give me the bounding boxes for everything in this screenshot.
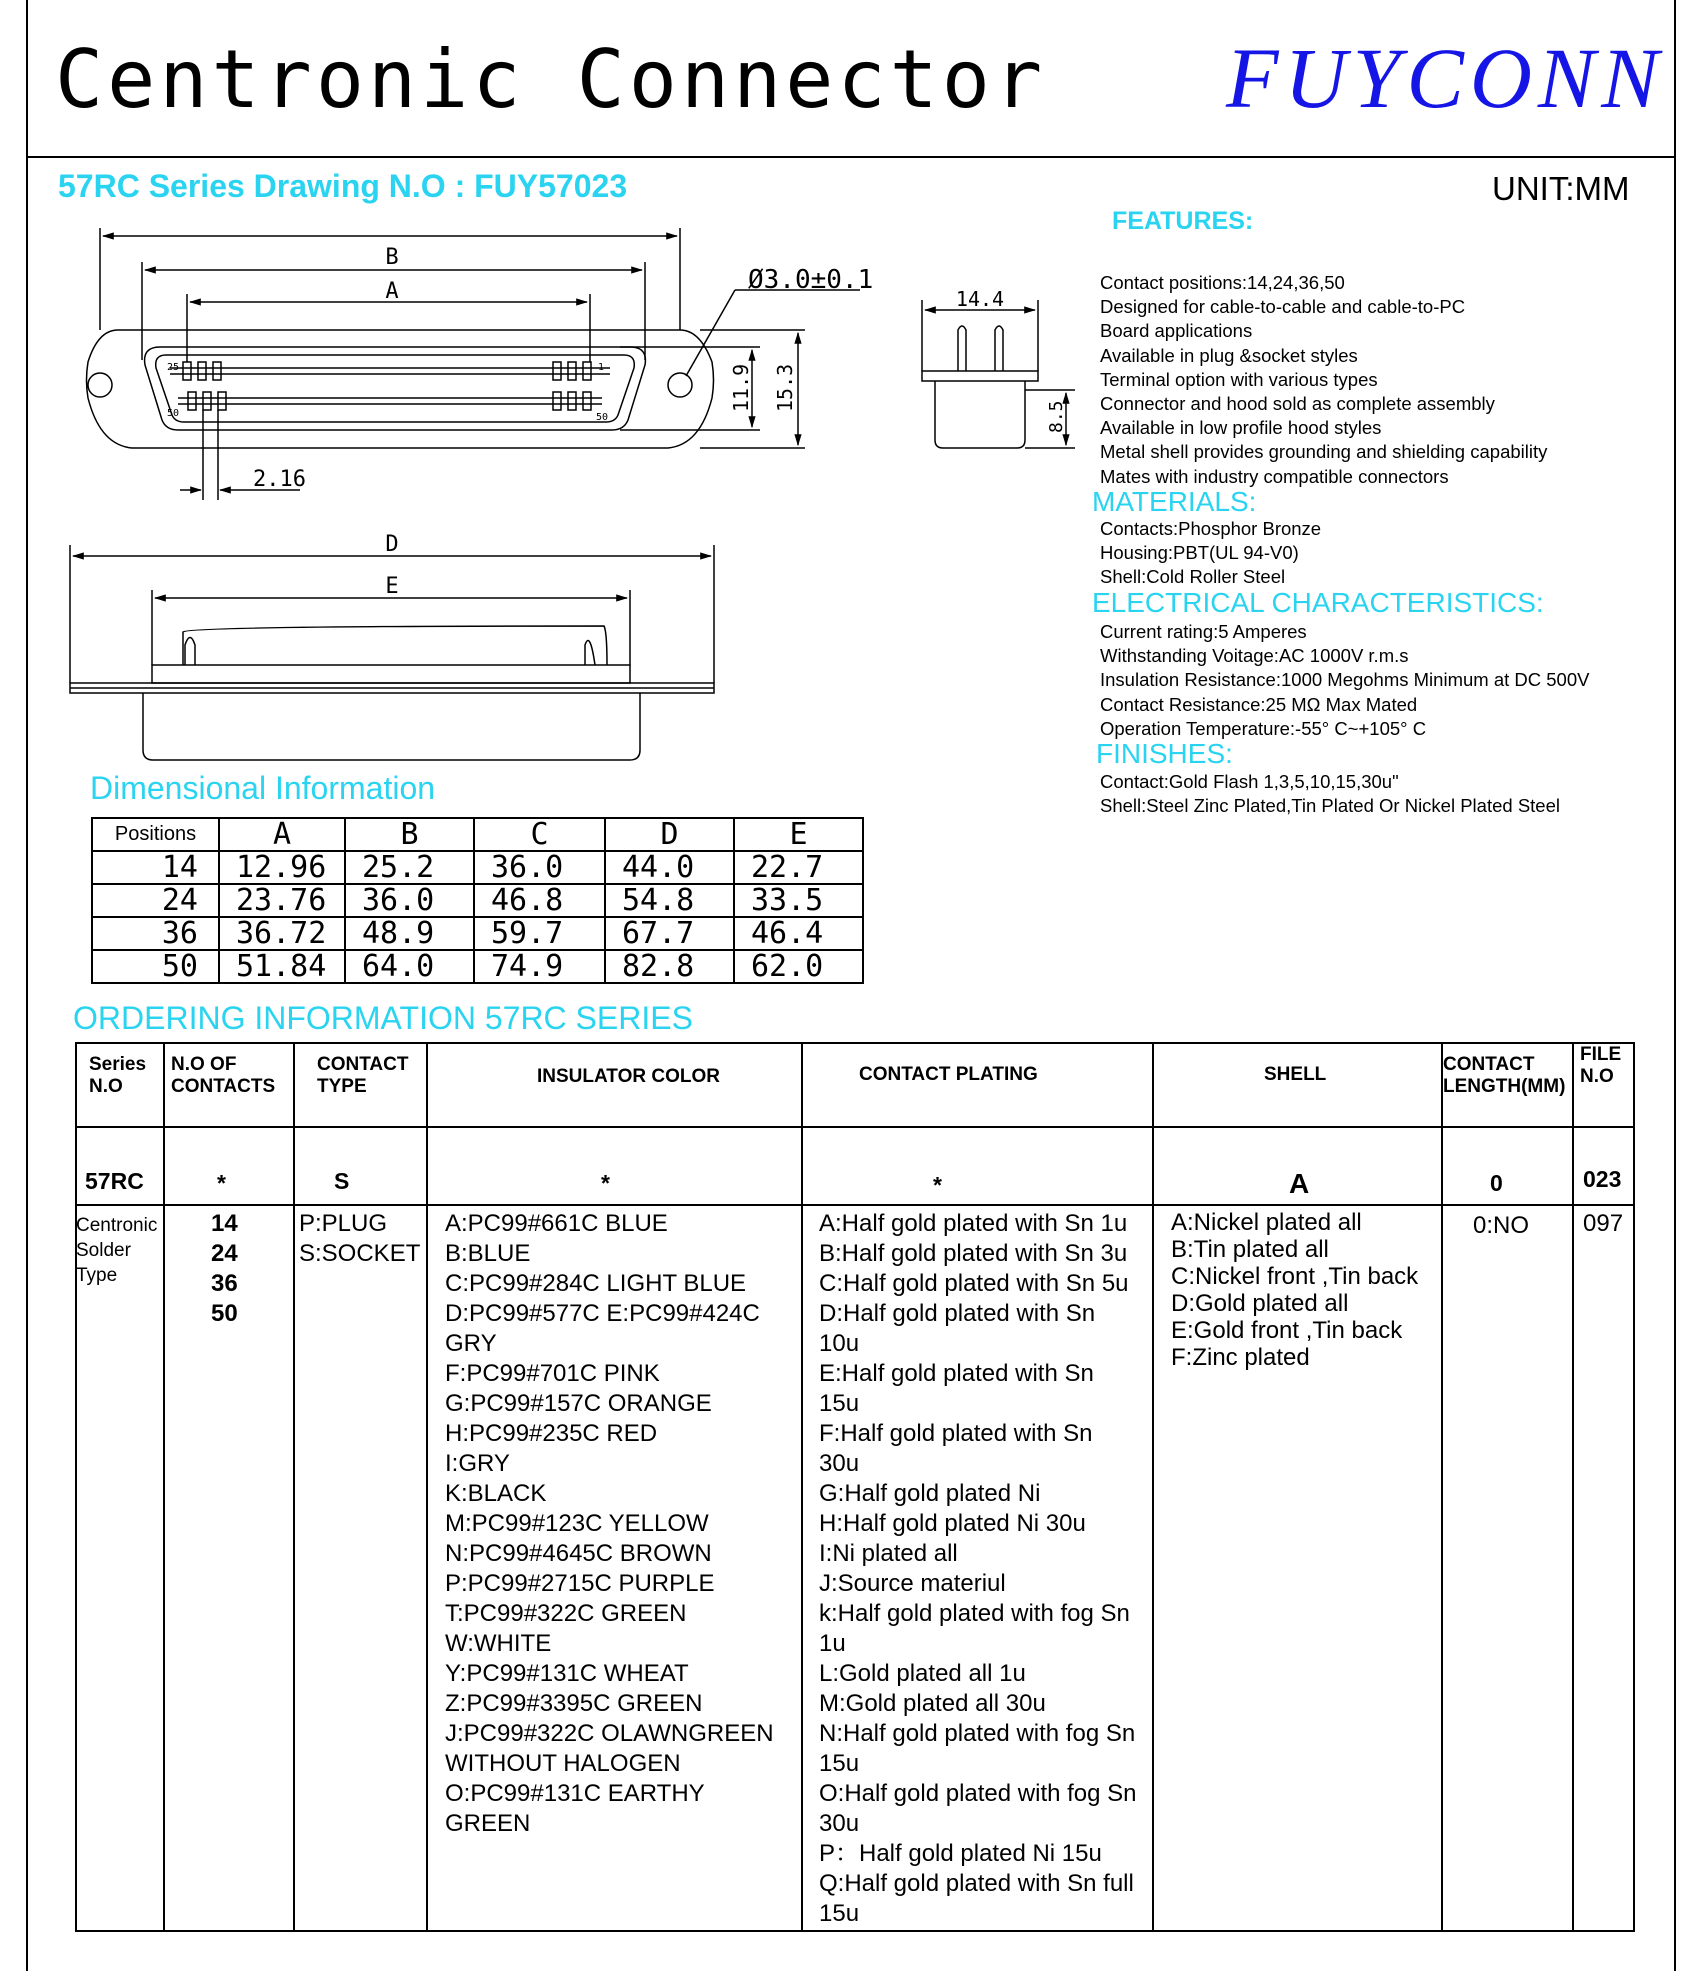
table-cell: 23.76 xyxy=(219,884,345,917)
header-line: N.O OF xyxy=(171,1054,237,1075)
list-item: 14 xyxy=(211,1210,238,1237)
dim-label-14-4: 14.4 xyxy=(955,287,1005,311)
list-item: N:Half gold plated with fog Sn xyxy=(819,1720,1136,1747)
table-cell: 44.0 xyxy=(605,851,734,884)
insulator-color-options xyxy=(445,1209,774,1839)
list-item: 15u xyxy=(819,1900,860,1927)
list-item: 1u xyxy=(819,1630,846,1657)
code-contact-type: S xyxy=(334,1168,350,1194)
list-item: F:Zinc plated xyxy=(1171,1344,1310,1371)
material-item: Contacts:Phosphor Bronze xyxy=(1100,518,1322,539)
header-line: CONTACT xyxy=(1443,1054,1535,1075)
electrical-item: Contact Resistance:25 MΩ Max Mated xyxy=(1100,693,1418,715)
finish-item: Shell:Steel Zinc Plated,Tin Plated Or Nickel Plated Steel xyxy=(1100,795,1560,817)
table-cell: 36.0 xyxy=(474,851,605,884)
table-cell: 59.7 xyxy=(474,917,605,950)
row-divider xyxy=(77,1204,1633,1206)
list-item: E:Gold front ,Tin back xyxy=(1171,1317,1403,1344)
electrical-item: Operation Temperature:-55° C~+105° C xyxy=(1100,717,1427,739)
pin-label-1: 1 xyxy=(598,362,605,373)
list-item: 50 xyxy=(211,1300,238,1327)
header-line: CONTACTS xyxy=(171,1076,276,1097)
list-item: G:Half gold plated Ni xyxy=(819,1480,1041,1507)
header-line: CONTACT xyxy=(317,1054,409,1075)
table-row xyxy=(92,917,863,950)
column-header: D xyxy=(605,818,734,851)
dim-label-8-5: 8.5 xyxy=(1046,400,1067,433)
finishes-list xyxy=(1100,770,1560,818)
electrical-item: Current rating:5 Amperes xyxy=(1100,621,1307,642)
dim-label-d: D xyxy=(385,532,399,557)
front-view xyxy=(87,330,714,448)
list-item: T:PC99#322C GREEN xyxy=(445,1600,687,1627)
header-line: LENGTH(MM) xyxy=(1443,1076,1566,1097)
series-description xyxy=(76,1213,157,1288)
list-item: 30u xyxy=(819,1810,860,1837)
material-item: Housing:PBT(UL 94-V0) xyxy=(1100,542,1299,564)
list-item: Y:PC99#131C WHEAT xyxy=(445,1660,689,1687)
table-row xyxy=(92,884,863,917)
column-divider xyxy=(1572,1044,1574,1930)
contact-length-option: 0:NO xyxy=(1473,1212,1530,1239)
mounting-hole-left xyxy=(88,373,112,397)
code-contacts: * xyxy=(217,1170,226,1196)
column-divider xyxy=(426,1044,428,1930)
dim-label-b: B xyxy=(385,245,399,270)
dim-label-2-16: 2.16 xyxy=(253,467,306,492)
column-header: B xyxy=(345,818,474,851)
list-item: P:PC99#2715C PURPLE xyxy=(445,1570,715,1597)
contact-type-options xyxy=(299,1209,420,1269)
table-cell: 36.0 xyxy=(345,884,474,917)
electrical-title: ELECTRICAL CHARACTERISTICS: xyxy=(1092,587,1544,618)
table-cell: 62.0 xyxy=(734,950,863,983)
list-item: O:PC99#131C EARTHY xyxy=(445,1780,705,1807)
column-divider xyxy=(1152,1044,1154,1930)
table-cell: 50 xyxy=(92,950,219,983)
dim-label-15-3: 15.3 xyxy=(773,363,797,412)
list-item: B:Tin plated all xyxy=(1171,1236,1329,1263)
feature-item: Contact positions:14,24,36,50 xyxy=(1100,272,1345,293)
shell-options xyxy=(1171,1209,1418,1371)
column-divider xyxy=(163,1044,165,1930)
header-insulator-color: INSULATOR COLOR xyxy=(537,1066,720,1087)
list-item: 36 xyxy=(211,1270,238,1297)
column-divider xyxy=(801,1044,803,1930)
header-series-no xyxy=(89,1054,146,1098)
list-item: Solder xyxy=(76,1240,131,1261)
contact-plating-options xyxy=(819,1209,1137,1929)
table-cell: 48.9 xyxy=(345,917,474,950)
table-cell: 51.84 xyxy=(219,950,345,983)
materials-list xyxy=(1100,517,1321,590)
header-line: N.O xyxy=(89,1076,123,1097)
list-item: D:PC99#577C E:PC99#424C xyxy=(445,1300,760,1327)
code-insulator: * xyxy=(601,1170,610,1196)
list-item: F:PC99#701C PINK xyxy=(445,1360,660,1387)
list-item: G:PC99#157C ORANGE xyxy=(445,1390,712,1417)
list-item: C:Nickel front ,Tin back xyxy=(1171,1263,1419,1290)
page-title: Centronic Connector xyxy=(55,33,1047,126)
feature-item: Available in low profile hood styles xyxy=(1100,417,1382,439)
feature-item: Terminal option with various types xyxy=(1100,368,1378,390)
feature-item: Metal shell provides grounding and shielding capability xyxy=(1100,441,1548,463)
list-item: K:BLACK xyxy=(445,1480,547,1507)
feature-item: Designed for cable-to-cable and cable-to-PC xyxy=(1100,296,1466,318)
header-file-no xyxy=(1580,1044,1621,1088)
mounting-hole-right xyxy=(668,373,692,397)
row-divider xyxy=(77,1126,1633,1128)
column-header: A xyxy=(219,818,345,851)
table-row xyxy=(92,851,863,884)
list-item: Centronic xyxy=(76,1215,158,1236)
file-number-value: 097 xyxy=(1583,1210,1624,1237)
table-cell: 74.9 xyxy=(474,950,605,983)
electrical-item: Withstanding Voitage:AC 1000V r.m.s xyxy=(1100,645,1409,667)
hole-diameter-label: Ø3.0±0.1 xyxy=(748,265,874,295)
table-cell: 22.7 xyxy=(734,851,863,884)
feature-item: Available in plug &socket styles xyxy=(1100,344,1358,366)
list-item: D:Gold plated all xyxy=(1171,1290,1349,1317)
list-item: E:Half gold plated with Sn xyxy=(819,1360,1094,1387)
list-item: O:Half gold plated with fog Sn xyxy=(819,1780,1137,1807)
table-header-row xyxy=(92,818,863,851)
ordering-title: ORDERING INFORMATION 57RC SERIES xyxy=(73,1000,693,1036)
table-cell: 24 xyxy=(92,884,219,917)
list-item: A:Half gold plated with Sn 1u xyxy=(819,1210,1128,1237)
table-cell: 46.4 xyxy=(734,917,863,950)
list-item: H:PC99#235C RED xyxy=(445,1420,658,1447)
list-item: C:PC99#284C LIGHT BLUE xyxy=(445,1270,747,1297)
dimensional-title: Dimensional Information xyxy=(90,770,436,806)
list-item: Type xyxy=(76,1265,118,1286)
list-item: WITHOUT HALOGEN xyxy=(445,1750,681,1777)
list-item: J:PC99#322C OLAWNGREEN xyxy=(445,1720,774,1747)
code-shell: A xyxy=(1289,1168,1310,1199)
table-cell: 36 xyxy=(92,917,219,950)
list-item: Q:Half gold plated with Sn full xyxy=(819,1870,1134,1897)
table-cell: 12.96 xyxy=(219,851,345,884)
list-item: P:PLUG xyxy=(299,1210,388,1237)
electrical-item: Insulation Resistance:1000 Megohms Minimum at DC 500V xyxy=(1100,669,1590,691)
list-item: J:Source materiul xyxy=(819,1570,1006,1597)
list-item: 30u xyxy=(819,1450,860,1477)
column-divider xyxy=(293,1044,295,1930)
list-item: I:GRY xyxy=(445,1450,510,1477)
list-item: B:Half gold plated with Sn 3u xyxy=(819,1240,1128,1267)
table-cell: 82.8 xyxy=(605,950,734,983)
feature-item: Connector and hood sold as complete assembly xyxy=(1100,392,1495,414)
contacts-options xyxy=(211,1209,238,1329)
code-file: 023 xyxy=(1583,1166,1622,1192)
table-cell: 25.2 xyxy=(345,851,474,884)
list-item: P：Half gold plated Ni 15u xyxy=(819,1840,1102,1867)
list-item: W:WHITE xyxy=(445,1630,552,1657)
list-item: 15u xyxy=(819,1750,860,1777)
header-contact-type xyxy=(317,1054,408,1098)
list-item: L:Gold plated all 1u xyxy=(819,1660,1026,1687)
list-item: N:PC99#4645C BROWN xyxy=(445,1540,712,1567)
list-item: C:Half gold plated with Sn 5u xyxy=(819,1270,1129,1297)
material-item: Shell:Cold Roller Steel xyxy=(1100,566,1286,588)
header-shell: SHELL xyxy=(1264,1064,1327,1085)
list-item: GRY xyxy=(445,1330,497,1357)
table-cell: 54.8 xyxy=(605,884,734,917)
table-cell: 14 xyxy=(92,851,219,884)
table-cell: 67.7 xyxy=(605,917,734,950)
header-line: Series xyxy=(89,1054,147,1075)
header-line: FILE xyxy=(1580,1044,1622,1065)
dim-label-a: A xyxy=(385,279,399,304)
unit-label: UNIT:MM xyxy=(1492,170,1630,207)
list-item: k:Half gold plated with fog Sn xyxy=(819,1600,1130,1627)
column-header: C xyxy=(474,818,605,851)
table-cell: 64.0 xyxy=(345,950,474,983)
list-item: 15u xyxy=(819,1390,860,1417)
code-plating: * xyxy=(933,1172,942,1198)
electrical-list xyxy=(1100,620,1589,741)
code-series: 57RC xyxy=(85,1168,144,1194)
pin-label-50-left: 50 xyxy=(167,408,180,419)
table-cell: 46.8 xyxy=(474,884,605,917)
list-item: H:Half gold plated Ni 30u xyxy=(819,1510,1086,1537)
list-item: A:Nickel plated all xyxy=(1171,1209,1362,1236)
feature-item: Board applications xyxy=(1100,320,1253,342)
list-item: M:Gold plated all 30u xyxy=(819,1690,1046,1717)
features-list xyxy=(1100,271,1547,489)
table-cell: 33.5 xyxy=(734,884,863,917)
header-contact-length xyxy=(1443,1054,1565,1098)
header-contact-plating: CONTACT PLATING xyxy=(859,1064,1038,1085)
list-item: B:BLUE xyxy=(445,1240,531,1267)
dimensional-table xyxy=(91,817,864,984)
column-header: E xyxy=(734,818,863,851)
list-item: Z:PC99#3395C GREEN xyxy=(445,1690,703,1717)
list-item: GREEN xyxy=(445,1810,531,1837)
list-item: 10u xyxy=(819,1330,860,1357)
pin-label-25: 25 xyxy=(167,362,180,373)
header-contacts-count xyxy=(171,1054,275,1098)
column-divider xyxy=(1441,1044,1443,1930)
finishes-title: FINISHES: xyxy=(1096,738,1233,769)
finish-item: Contact:Gold Flash 1,3,5,10,15,30u" xyxy=(1100,771,1399,792)
code-length: 0 xyxy=(1490,1170,1503,1196)
ordering-table xyxy=(75,1042,1635,1932)
list-item: A:PC99#661C BLUE xyxy=(445,1210,668,1237)
header-line: N.O xyxy=(1580,1066,1614,1087)
column-header: Positions xyxy=(92,818,219,851)
list-item: 24 xyxy=(211,1240,238,1267)
list-item: S:SOCKET xyxy=(299,1240,421,1267)
list-item: D:Half gold plated with Sn xyxy=(819,1300,1096,1327)
list-item: M:PC99#123C YELLOW xyxy=(445,1510,709,1537)
materials-title: MATERIALS: xyxy=(1092,486,1257,517)
header-line: TYPE xyxy=(317,1076,367,1097)
table-row xyxy=(92,950,863,983)
pin-label-50-right: 50 xyxy=(596,412,609,423)
feature-item: Mates with industry compatible connectors xyxy=(1100,465,1449,487)
features-title: FEATURES: xyxy=(1112,207,1254,235)
series-drawing-heading: 57RC Series Drawing N.O : FUY57023 xyxy=(58,168,628,204)
table-cell: 36.72 xyxy=(219,917,345,950)
dim-label-e: E xyxy=(385,574,399,599)
list-item: F:Half gold plated with Sn xyxy=(819,1420,1093,1447)
list-item: I:Ni plated all xyxy=(819,1540,958,1567)
dim-label-11-9: 11.9 xyxy=(729,363,753,412)
brand-logo: FUYCONN xyxy=(1226,30,1665,126)
